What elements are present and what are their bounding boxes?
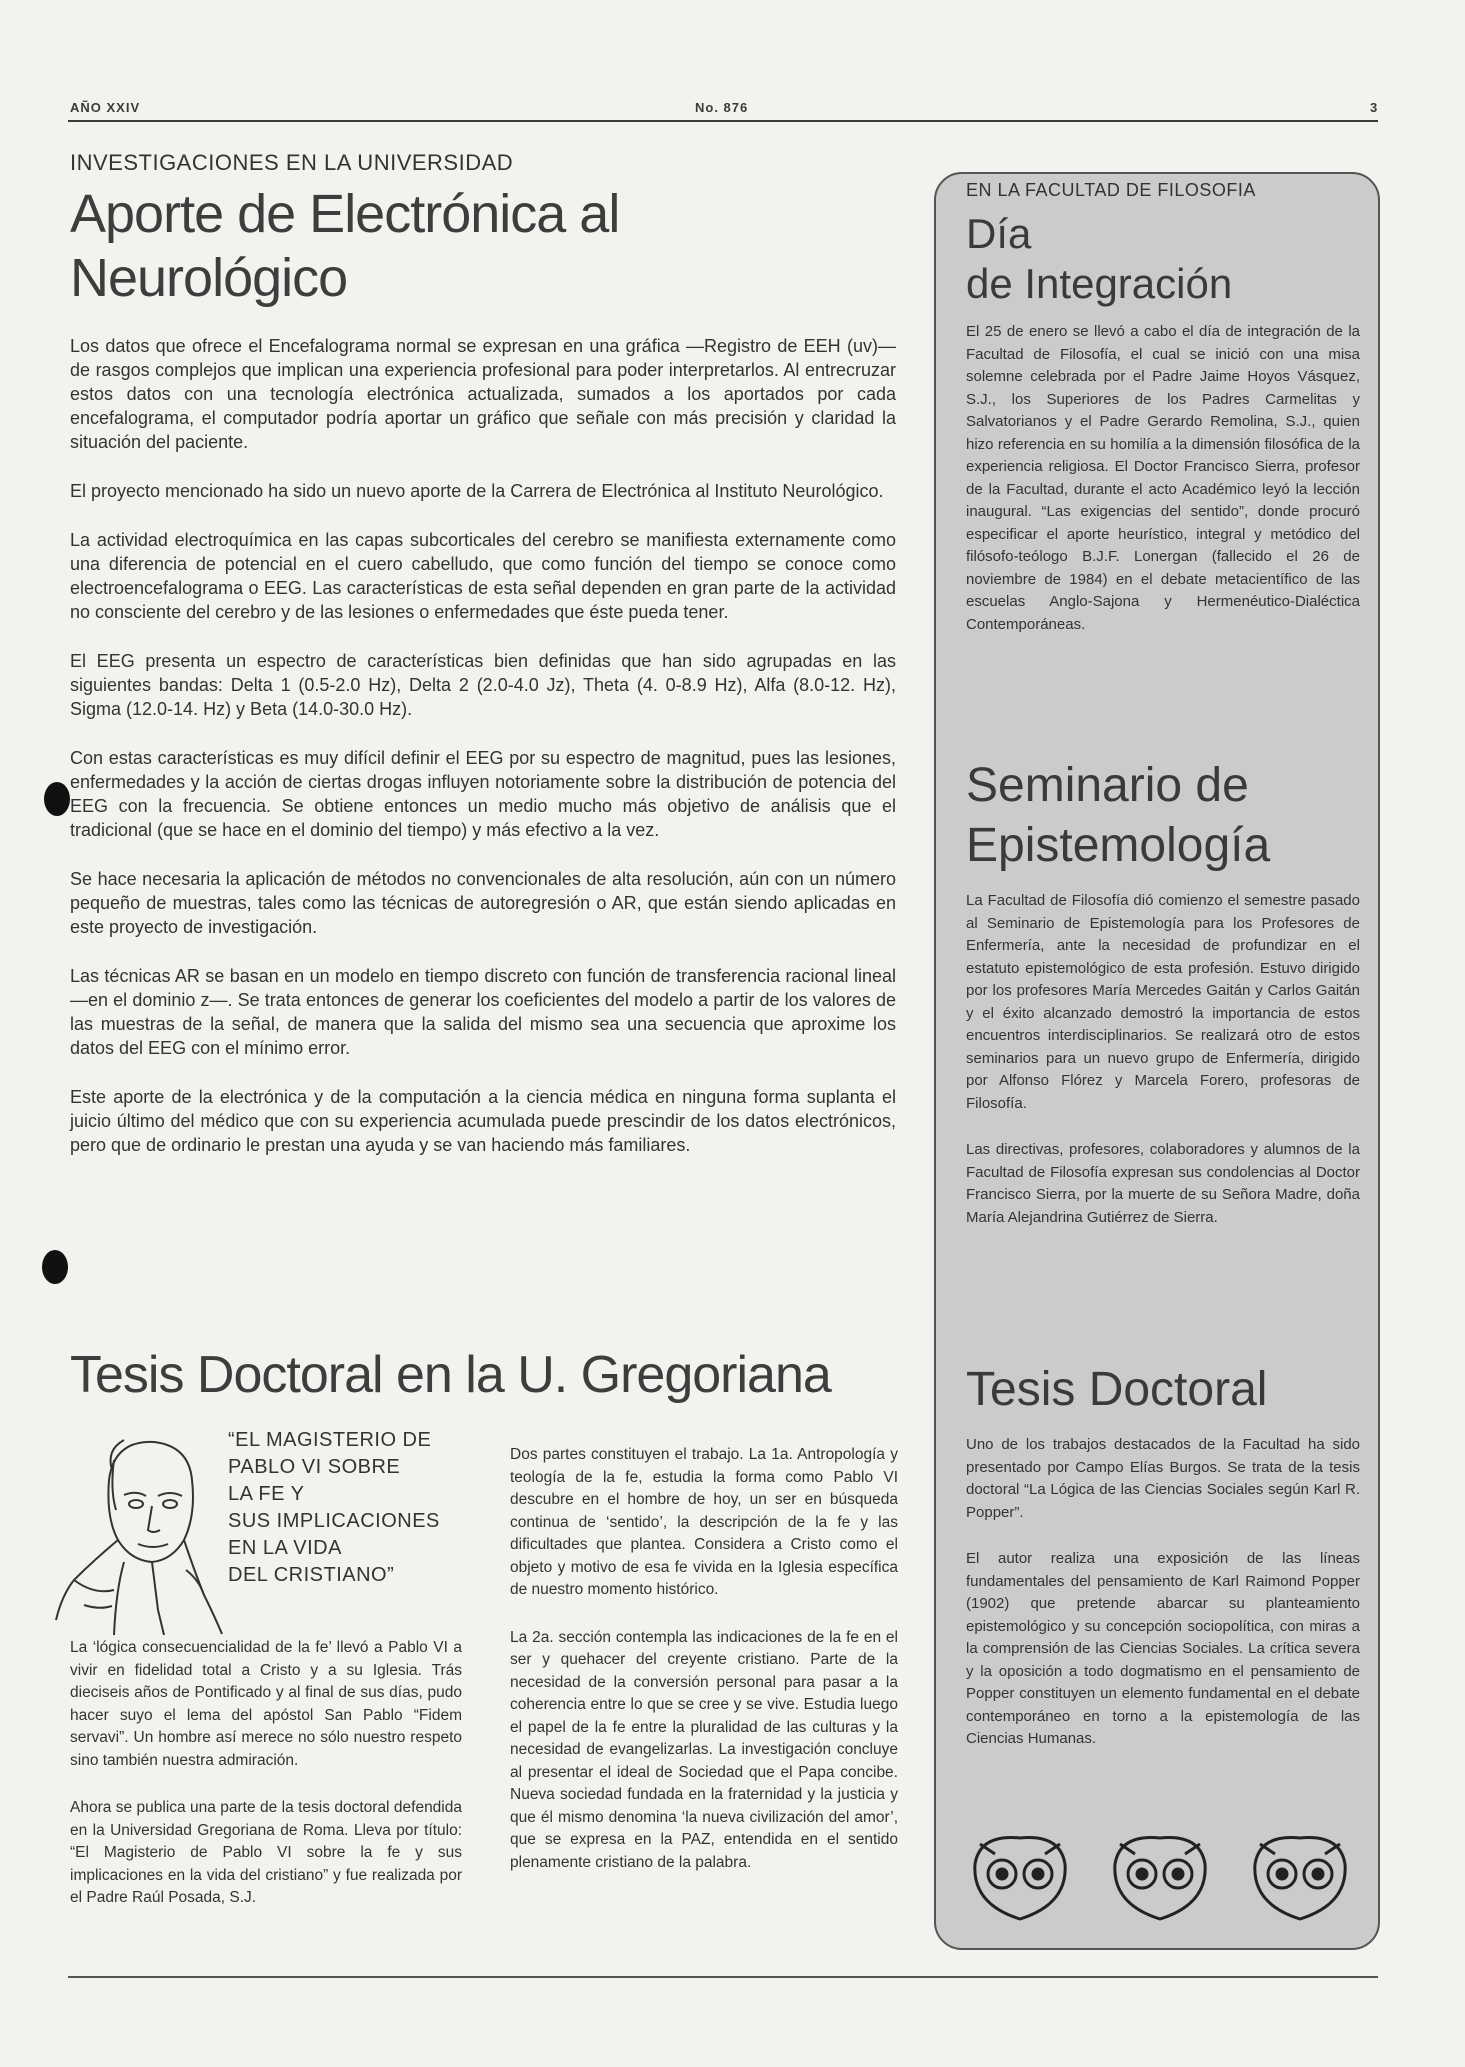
article-body: [70, 334, 896, 1182]
binding-hole-mark: [44, 782, 70, 816]
tesis-sidebar-title: Tesis Doctoral: [966, 1363, 1268, 1416]
quote-line: LA FE Y: [228, 1483, 305, 1505]
quote-line: PABLO VI SOBRE: [228, 1456, 401, 1478]
quote-line: “EL MAGISTERIO DE: [228, 1429, 432, 1451]
paragraph: Uno de los trabajos destacados de la Facultad ha sido presentado por Campo Elías Burgos. Se trata de la tesis doctoral “La Lógica de las Ciencias Sociales según Karl R. Popper”.: [966, 1436, 1360, 1521]
paragraph: Con estas características es muy difícil definir el EEG por su espectro de magnitud, pues las lesiones, enfermedades y la acción de ciertas drogas influyen notoriamente sobre la distribución de potencia del EEG con la frecuencia. Se obtiene entonces un medio mucho más objetivo de análisis que el tradicional (que se hace en el dominio del tiempo) y más efectivo a la vez.: [70, 748, 896, 840]
page-number: 3: [1370, 100, 1379, 115]
paragraph: Se hace necesaria la aplicación de métodos no convencionales de alta resolución, aún con un número pequeño de muestras, tales como las técnicas de autoregresión o AR, que están siendo aplicadas en este proyecto de investigación.: [70, 869, 896, 937]
paragraph: La ‘lógica consecuencialidad de la fe’ llevó a Pablo VI a vivir en fidelidad total a Cristo y a su Iglesia. Trás dieciseis años de Pontificado y al final de sus días, pudo hacer suyo el lema del apóstol San Pablo “Fidem servavi”. Un hombre así merece no sólo nuestro respeto sino también nuestra admiración.: [70, 1639, 462, 1769]
seminario-title-line1: Seminario de: [966, 759, 1249, 812]
tesis-sidebar-section: [966, 1360, 1360, 1775]
paragraph: El proyecto mencionado ha sido un nuevo aporte de la Carrera de Electrónica al Instituto Neurológico.: [70, 481, 884, 501]
paragraph: Los datos que ofrece el Encefalograma normal se expresan en una gráfica —Registro de EEH (uv)— de rasgos complejos que implican una experiencia profesional para poder interpretarlos. Al entrecruzar estos datos con una tecnología electrónica actualizada, sumados a los aportados por cada encefalograma, el computador podría aportar un gráfico que señale con más precisión y claridad la situación del paciente.: [70, 336, 896, 452]
paragraph: La Facultad de Filosofía dió comienzo el semestre pasado al Seminario de Epistemología para los Profesores de Enfermería, ante la necesidad de profundizar en el estatuto epistemológico de esta profesión. Estuvo dirigido por los profesores María Mercedes Gaitán y Carlos Gaitán y el éxito alcanzado demostró la importancia de estos encuentros interdisciplinarios. Se realizará otro de estos seminarios para un nuevo grupo de Enfermería, dirigido por Alfonso Flórez y Marcela Forero, profesoras de Filosofía.: [966, 892, 1360, 1112]
tesis-headline: Tesis Doctoral en la U. Gregoriana: [70, 1346, 831, 1404]
paragraph: El autor realiza una exposición de las líneas fundamentales del pensamiento de Karl Raimond Popper (1902) que pretende abarcar su planteamiento epistemológico y su concepción sociopolítica, con miras a la comprensión de las Ciencias Sociales. La crítica severa y la oposición a todo dogmatismo en el pensamiento de Popper constituyen un elemento fundamental en el debate contemporáneo en torno a la epistemología de las Ciencias Humanas.: [966, 1550, 1360, 1747]
section-kicker: INVESTIGACIONES EN LA UNIVERSIDAD: [70, 150, 514, 175]
paragraph: Este aporte de la electrónica y de la computación a la ciencia médica en ninguna forma suplanta el juicio último del médico que con su experiencia acumulada puede prescindir de los datos electrónicos, pero que de ordinario le prestan una ayuda y se van haciendo más familiares.: [70, 1087, 896, 1155]
quote-line: SUS IMPLICACIONES: [228, 1510, 440, 1532]
paragraph: Las directivas, profesores, colaboradores y alumnos de la Facultad de Filosofía expresan sus condolencias al Doctor Francisco Sierra, por la muerte de su Señora Madre, doña María Alejandrina Gutiérrez de Sierra.: [966, 1141, 1360, 1226]
paragraph: Las técnicas AR se basan en un modelo en tiempo discreto con función de transferencia racional lineal —en el dominio z—. Se trata entonces de generar los coeficientes del modelo a partir de los valores de las muestras de la señal, de manera que la salida del mismo sea una secuencia que aproxime los datos del EEG con el mínimo error.: [70, 966, 896, 1058]
pope-portrait-illustration: [54, 1420, 224, 1635]
footer-rule: [68, 1976, 1378, 1978]
binding-hole-mark: [42, 1250, 68, 1284]
quote-line: EN LA VIDA: [228, 1537, 342, 1559]
integracion-section: [966, 180, 1360, 660]
issue-number: No. 876: [695, 100, 749, 115]
seminario-title-line2: Epistemología: [966, 819, 1271, 872]
paragraph: Ahora se publica una parte de la tesis doctoral defendida en la Universidad Gregoriana de Roma. Lleva por título: “El Magisterio de Pablo VI sobre la fe y sus implicaciones en la vida del cristiano” y fue realizada por el Padre Raúl Posada, S.J.: [70, 1799, 462, 1906]
quote-line: DEL CRISTIANO”: [228, 1564, 395, 1586]
paragraph: Dos partes constituyen el trabajo. La 1a. Antropología y teología de la fe, estudia la forma como Pablo VI descubre en el hombre de hoy, un ser en búsqueda continua de ‘sentido’, la descripción de la fe y las dificultades que plantea. Considera a Cristo como el objeto y motivo de esa fe vivida en la Iglesia específica de nuestro momento histórico.: [510, 1446, 898, 1598]
paragraph: El EEG presenta un espectro de características bien definidas que han sido agrupadas en las siguientes bandas: Delta 1 (0.5-2.0 Hz), Delta 2 (2.0-4.0 Jz), Theta (4. 0-8.9 Hz), Alfa (8.0-12. Hz), Sigma (12.0-14. Hz) y Beta (14.0-30.0 Hz).: [70, 651, 896, 719]
integracion-title-line2: de Integración: [966, 260, 1233, 307]
pull-quote: [228, 1427, 463, 1589]
seminario-section: [966, 756, 1360, 1253]
paragraph: La actividad electroquímica en las capas subcorticales del cerebro se manifiesta externamente como una diferencia de potencial en el cuero cabelludo, que como función del tiempo se conoce como electroencefalograma o EEG. Las características de esta señal dependen en gran parte de la actividad no consciente del cerebro y de las lesiones o enfermedades que éste pueda tener.: [70, 530, 896, 622]
sidebar-kicker: EN LA FACULTAD DE FILOSOFIA: [966, 180, 1256, 200]
article-headline: Aporte de Electrónica al Neurológico: [70, 184, 620, 308]
integracion-title-line1: Día: [966, 210, 1032, 257]
paragraph: La 2a. sección contempla las indicaciones de la fe en el ser y quehacer del creyente cristiano. Parte de la necesidad de la conversión personal para pasar a la coherencia entre lo que se cree y se vive. Estudia luego el papel de la fe entre la pluralidad de las culturas y la necesidad de evangelizarlas. La investigación concluye al presentar el ideal de Sociedad que el Papa concibe. Nueva sociedad fundada en la fraternidad y la justicia y que él mismo denomina ‘la nueva civilización del amor’, que se expresa en la PAZ, entendida en el sentido plenamente cristiano de la palabra.: [510, 1628, 898, 1871]
tesis-column-left: [70, 1637, 462, 1935]
paragraph: El 25 de enero se llevó a cabo el día de integración de la Facultad de Filosofía, el cual se inició con una misa solemne celebrada por el Padre Jaime Hoyos Vásquez, S.J., los Superiores de los Padres Carmelitas y Salvatorianos y el Padre Gerardo Remolina, S.J., quien hizo referencia en su homilía a la dimensión filosófica de la experiencia religiosa. El Doctor Francisco Sierra, profesor de la Facultad, durante el acto Académico leyó la lección inaugural. “Las exigencias del sentido”, donde procuró especificar el aporte heurístico, integral y metódico del filósofo-teólogo B.J.F. Lonergan (fallecido el 26 de noviembre de 1984) en el debate metacientífico de las escuelas Anglo-Sajona y Hermenéutico-Dialéctica Contemporáneas.: [966, 323, 1360, 633]
header-rule: [68, 120, 1378, 122]
owl-illustration: [960, 1824, 1360, 1924]
year-label: AÑO XXIV: [70, 100, 141, 115]
tesis-column-right: [510, 1444, 898, 1899]
